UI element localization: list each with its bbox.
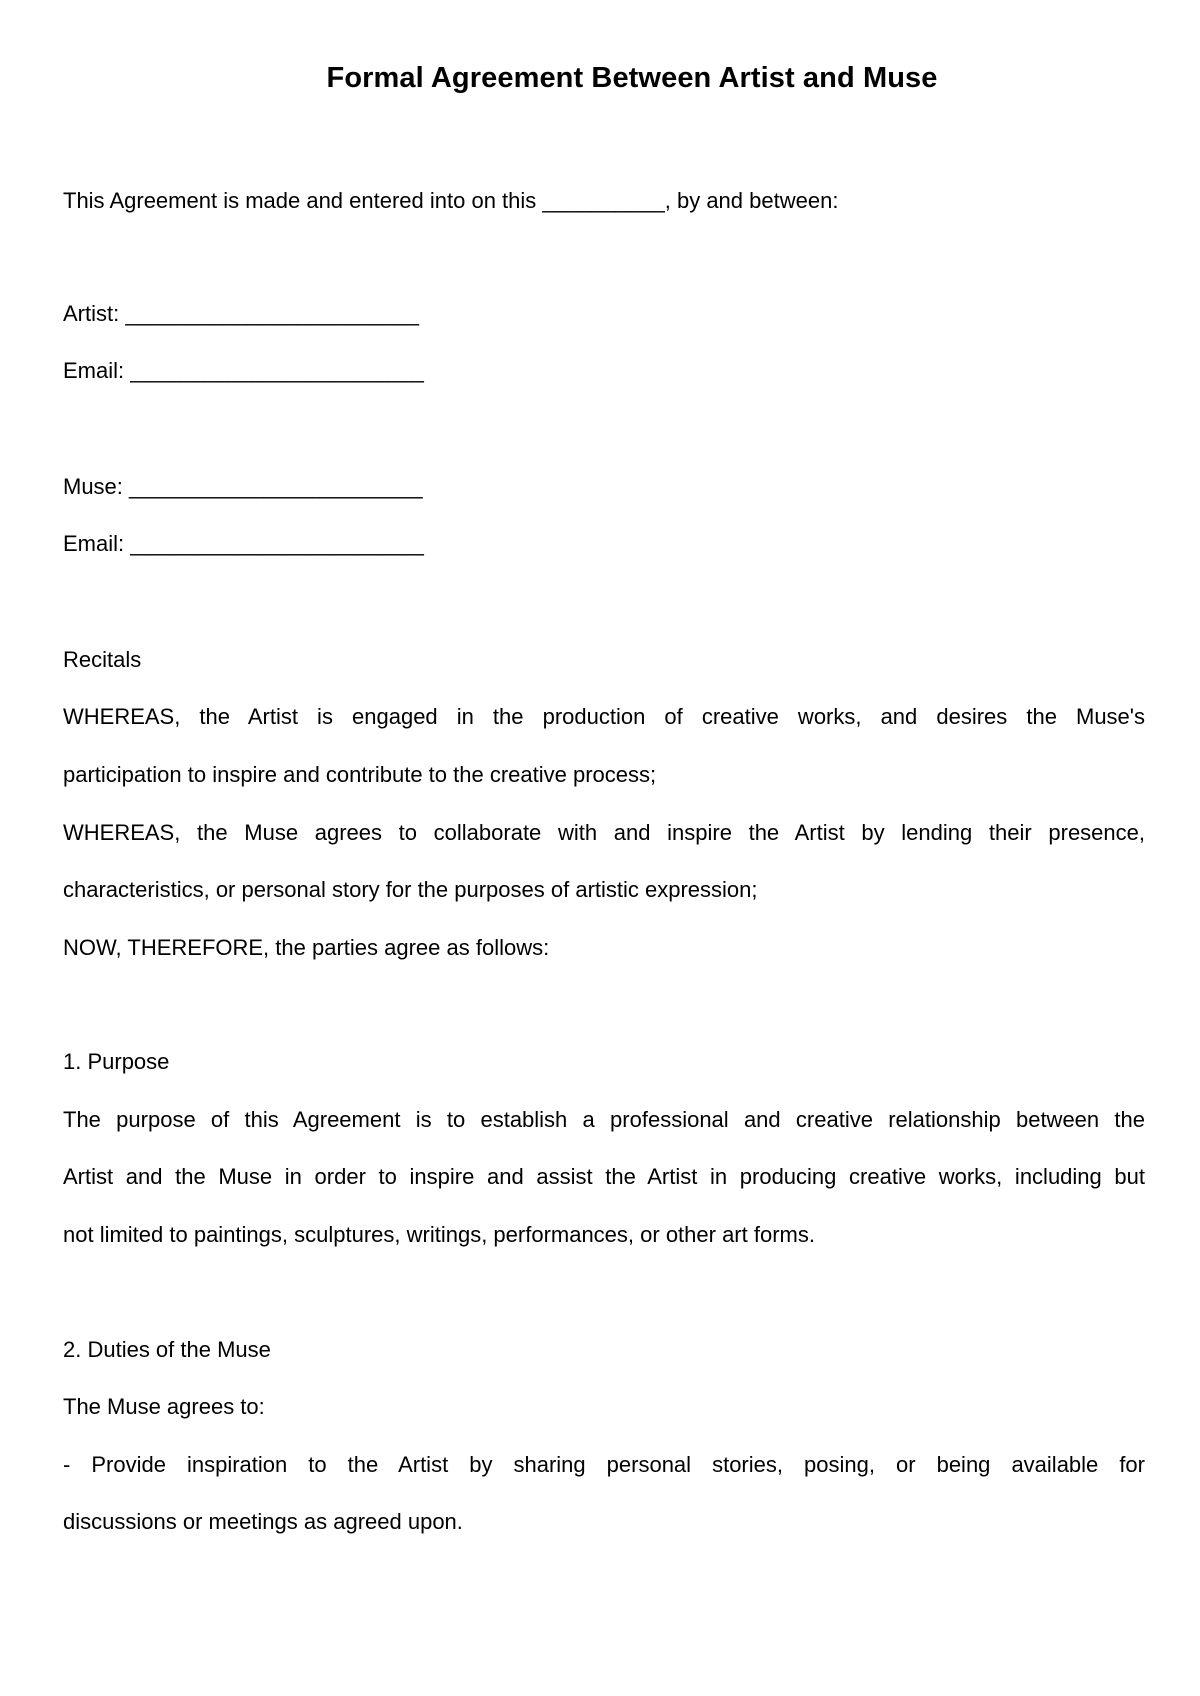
document-title: Formal Agreement Between Artist and Muse — [326, 62, 938, 94]
therefore-clause: NOW, THEREFORE, the parties agree as follows: — [63, 935, 550, 960]
artist-email-field: Email: ________________________ — [63, 358, 424, 383]
intro-paragraph: This Agreement is made and entered into on this __________, by and between: — [63, 188, 839, 213]
whereas-clause-1 — [63, 702, 1145, 732]
section-2-bullet-1 — [63, 1450, 1145, 1480]
section-2-intro: The Muse agrees to: — [63, 1394, 265, 1419]
section-1-body — [63, 1105, 1145, 1135]
artist-field: Artist: ________________________ — [63, 301, 419, 326]
section-2-bullet-1-line-1: - Provide inspiration to the Artist by sharing personal stories, posing, or being available for — [63, 1452, 1145, 1477]
section-1-line-2: Artist and the Muse in order to inspire and assist the Artist in producing creative works, including but — [63, 1164, 1145, 1189]
recitals-heading: Recitals — [63, 647, 142, 672]
section-1-line-3: not limited to paintings, sculptures, writings, performances, or other art forms. — [63, 1222, 815, 1247]
section-1-line-1: The purpose of this Agreement is to establish a professional and creative relationship between the — [63, 1107, 1145, 1132]
section-2-heading: 2. Duties of the Muse — [63, 1337, 271, 1362]
section-1-body-cont — [63, 1162, 1145, 1192]
section-1-heading: 1. Purpose — [63, 1049, 170, 1074]
whereas-clause-2-line-2: characteristics, or personal story for the purposes of artistic expression; — [63, 877, 758, 902]
whereas-clause-2 — [63, 818, 1145, 848]
whereas-clause-2-line-1: WHEREAS, the Muse agrees to collaborate with and inspire the Artist by lending their presence, — [63, 820, 1145, 845]
whereas-clause-1-line-1: WHEREAS, the Artist is engaged in the production of creative works, and desires the Muse's — [63, 704, 1145, 729]
muse-email-field: Email: ________________________ — [63, 531, 424, 556]
section-2-bullet-1-line-2: discussions or meetings as agreed upon. — [63, 1509, 463, 1534]
muse-field: Muse: ________________________ — [63, 474, 423, 499]
whereas-clause-1-line-2: participation to inspire and contribute to the creative process; — [63, 762, 657, 787]
